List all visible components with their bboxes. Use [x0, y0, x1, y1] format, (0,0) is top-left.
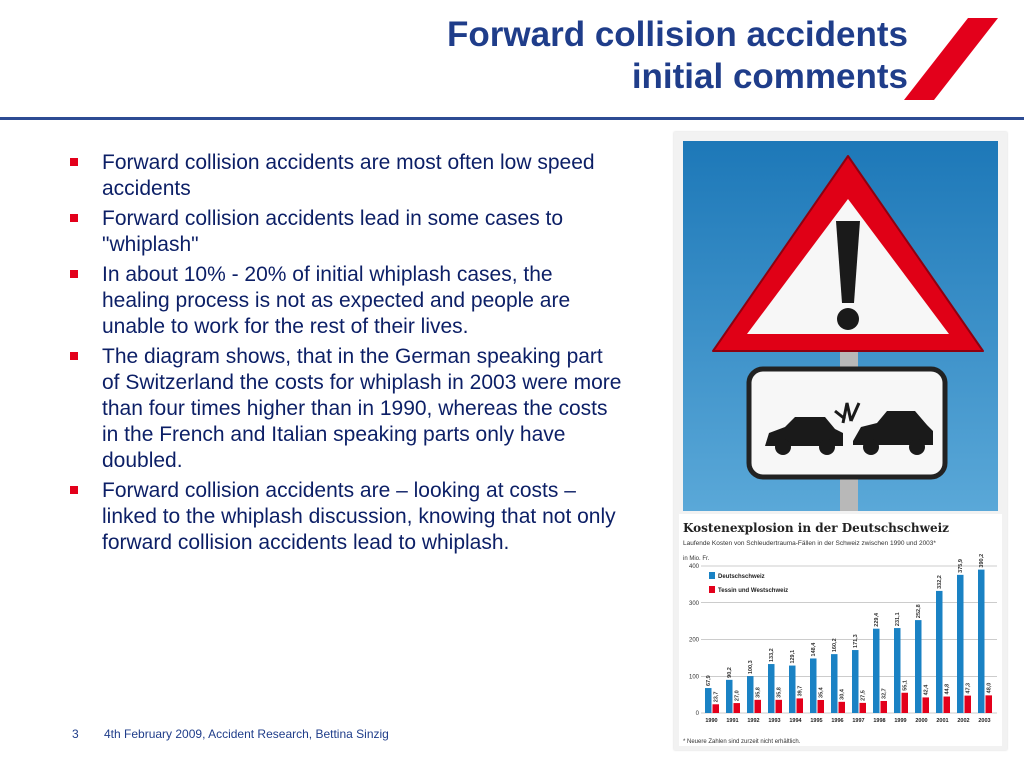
bar-value-label: 229,4 [874, 612, 881, 627]
slide-title-line-1: Forward collision accidents [447, 15, 908, 54]
cost-chart [679, 514, 1002, 746]
legend-label: Deutschschweiz [718, 574, 765, 580]
chart-footnote: * Neuere Zahlen sind zurzeit nicht erhältlich. [683, 739, 801, 745]
bar [965, 696, 972, 713]
bullet-list [66, 150, 626, 560]
bar-value-label: 35,4 [818, 687, 825, 698]
bar [713, 704, 720, 713]
bullet-item [66, 344, 626, 474]
bullet-item [66, 206, 626, 258]
bar [902, 693, 909, 713]
bar-value-label: 47,3 [965, 682, 972, 694]
bar [852, 650, 859, 713]
x-tick-label: 1994 [789, 718, 802, 724]
legend-swatch [709, 572, 715, 579]
bar [768, 664, 775, 713]
x-tick-label: 1992 [747, 718, 760, 724]
bullet-square-icon [70, 352, 78, 360]
bullet-text: Forward collision accidents lead in some cases to "whiplash" [102, 207, 564, 256]
bar [881, 701, 888, 713]
warning-sign-photo [683, 141, 998, 511]
legend-swatch [709, 586, 715, 593]
slash-logo-icon [904, 16, 1000, 102]
x-tick-label: 1998 [873, 718, 886, 724]
bar-value-label: 133,2 [769, 648, 776, 663]
bar [734, 703, 741, 713]
bar-value-label: 90,2 [727, 667, 734, 678]
bar [936, 591, 943, 713]
chart-subtitle: Laufende Kosten von Schleudertrauma-Fällen in der Schweiz zwischen 1990 und 2003* [683, 540, 936, 547]
bullet-text: In about 10% - 20% of initial whiplash cases, the healing process is not as expected and people are unable to work for the rest of their lives. [102, 263, 571, 338]
bar [755, 700, 762, 713]
x-tick-label: 2002 [957, 718, 970, 724]
page-number: 3 [72, 727, 79, 741]
bullet-text: Forward collision accidents are – looking at costs – linked to the whiplash discussion, knowing that not only forward collision accidents lead to whiplash. [102, 479, 616, 554]
bar-value-label: 332,2 [937, 575, 944, 589]
bullet-text: Forward collision accidents are most often low speed accidents [102, 151, 595, 200]
bullet-item [66, 262, 626, 340]
slide-title [447, 14, 908, 98]
bar-value-label: 30,4 [839, 689, 846, 700]
bar [776, 700, 783, 713]
bar-value-label: 44,8 [944, 683, 951, 695]
x-tick-label: 1997 [852, 718, 865, 724]
bar-value-label: 35,8 [776, 687, 783, 698]
bar-value-label: 231,1 [895, 612, 902, 627]
bar [873, 629, 880, 713]
bar-value-label: 375,9 [958, 559, 965, 573]
x-tick-label: 1995 [810, 718, 823, 724]
bar [818, 700, 825, 713]
y-tick-label: 200 [688, 637, 699, 644]
bullet-square-icon [70, 214, 78, 222]
y-tick-label: 400 [688, 564, 699, 570]
legend-label: Tessin und Westschweiz [718, 588, 789, 594]
bar [860, 703, 867, 713]
bar-value-label: 27,5 [860, 690, 867, 701]
bar [747, 676, 754, 713]
bar [923, 697, 930, 713]
bar-value-label: 252,8 [916, 604, 923, 619]
x-tick-label: 1991 [726, 718, 739, 724]
bar [957, 575, 964, 713]
bullet-square-icon [70, 158, 78, 166]
bar-value-label: 55,1 [902, 680, 909, 691]
bar-value-label: 160,2 [832, 638, 839, 653]
x-tick-label: 1996 [831, 718, 844, 724]
bar [894, 628, 901, 713]
bar [810, 658, 817, 713]
bar [944, 697, 951, 713]
bar-value-label: 42,4 [923, 684, 930, 696]
bar [789, 666, 796, 713]
bar [986, 695, 993, 713]
x-tick-label: 1993 [768, 718, 781, 724]
x-tick-label: 2003 [978, 718, 991, 724]
chart-unit-label: in Mio. Fr. [683, 556, 710, 562]
chart-title: Kostenexplosion in der Deutschschweiz [683, 521, 949, 535]
bar-value-label: 129,1 [790, 649, 797, 664]
bar [839, 702, 846, 713]
bar-value-label: 67,9 [706, 675, 713, 687]
footer-text: 4th February 2009, Accident Research, Bettina Sinzig [104, 727, 389, 741]
bar-value-label: 35,8 [755, 687, 762, 698]
bar-value-label: 148,4 [811, 642, 818, 657]
bar-value-label: 32,7 [881, 688, 888, 699]
x-tick-label: 2001 [936, 718, 949, 724]
bar-value-label: 27,0 [734, 690, 741, 702]
bar [831, 654, 838, 713]
bullet-item [66, 150, 626, 202]
x-tick-label: 1999 [894, 718, 907, 724]
bar [705, 688, 712, 713]
bar [726, 680, 733, 713]
figure-panel [674, 132, 1007, 750]
x-tick-label: 2000 [915, 718, 928, 724]
bullet-item [66, 478, 626, 556]
y-tick-label: 300 [688, 600, 699, 607]
bar-value-label: 39,7 [797, 685, 804, 697]
bar-value-label: 23,7 [713, 691, 720, 703]
bar-value-label: 100,3 [748, 660, 755, 675]
bar [797, 698, 804, 713]
bar-value-label: 171,3 [853, 634, 860, 649]
bullet-text: The diagram shows, that in the German speaking part of Switzerland the costs for whiplash in 2003 were more than four times higher than in 1990, whereas the costs in the French and Italian speaking parts only have doubled. [102, 345, 622, 472]
bar-value-label: 48,0 [986, 682, 993, 694]
bullet-square-icon [70, 486, 78, 494]
slide-title-line-2: initial comments [631, 57, 908, 96]
chart-plot [679, 550, 1002, 746]
y-tick-label: 100 [688, 674, 699, 681]
header-divider [0, 117, 1024, 120]
bullet-square-icon [70, 270, 78, 278]
bar [978, 570, 985, 713]
bar [915, 620, 922, 713]
bar-value-label: 390,2 [979, 553, 986, 568]
x-tick-label: 1990 [705, 718, 718, 724]
y-tick-label: 0 [695, 711, 699, 717]
